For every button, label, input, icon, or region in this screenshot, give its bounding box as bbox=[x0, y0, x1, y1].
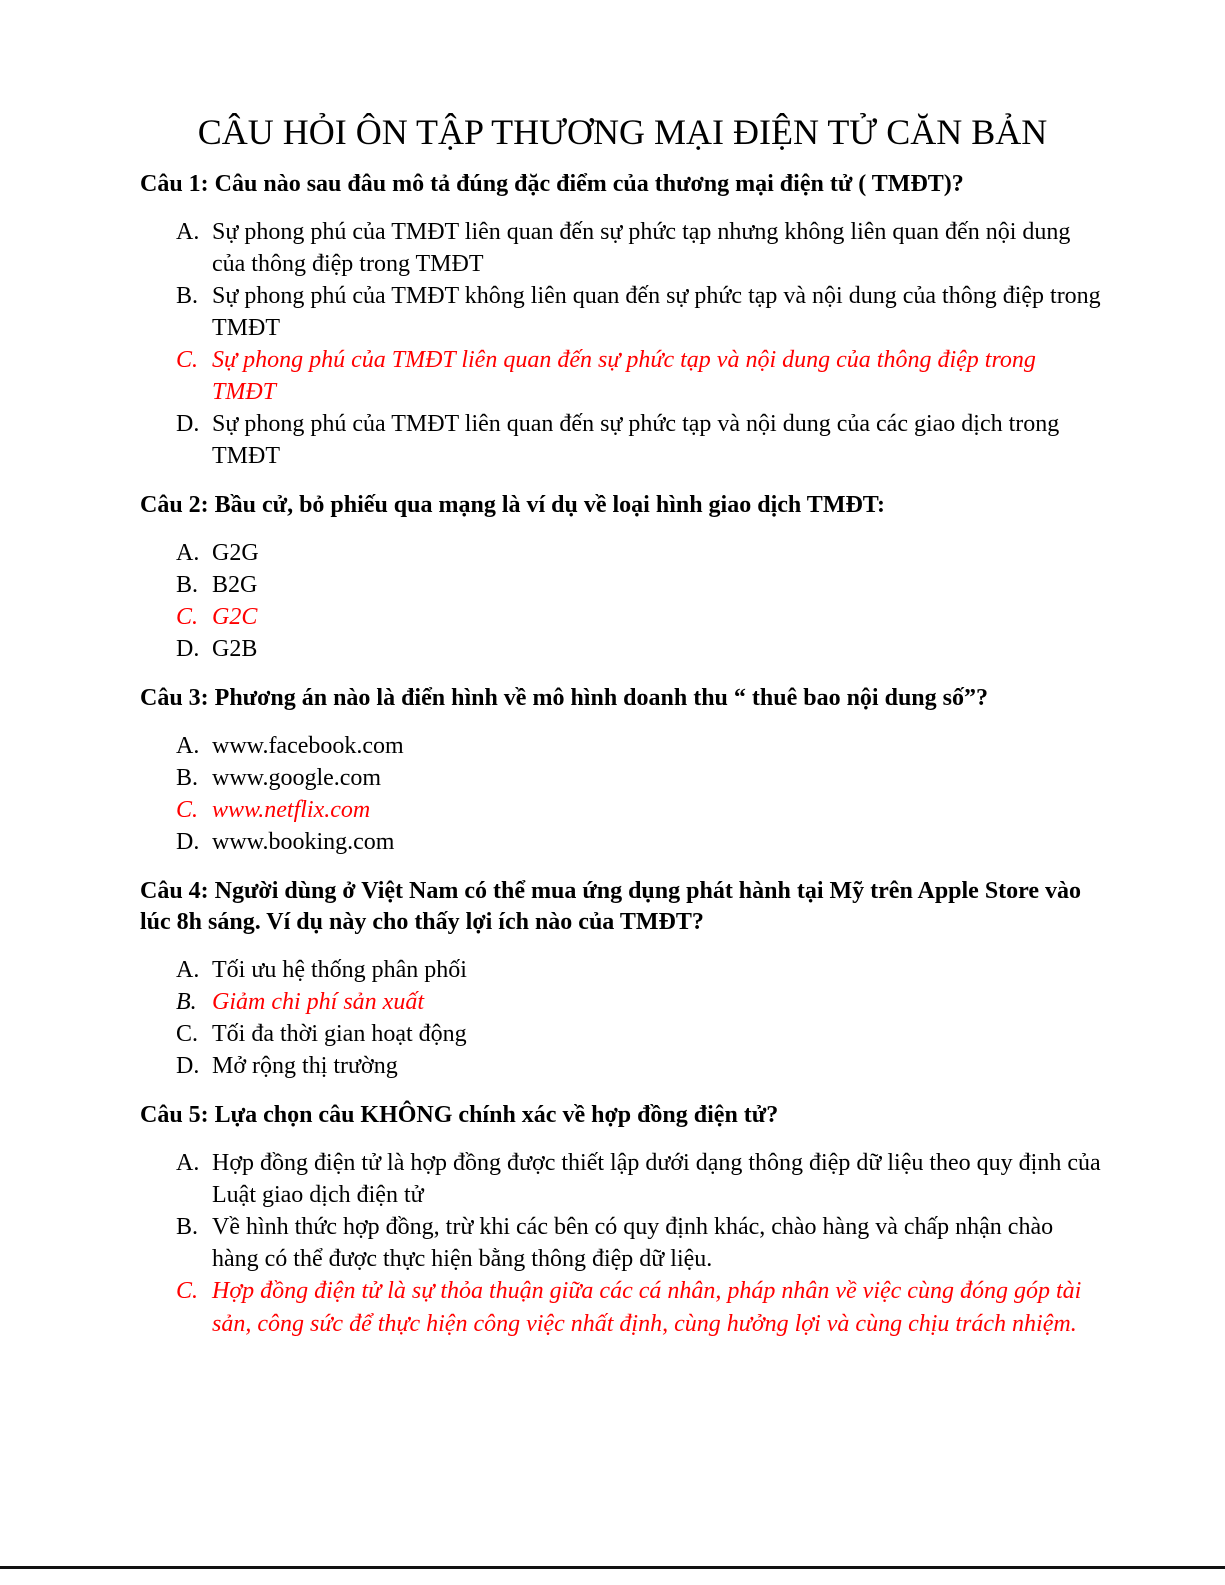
options-list bbox=[140, 954, 1105, 1082]
option-a bbox=[140, 730, 1105, 762]
option-letter: B. bbox=[176, 989, 197, 1015]
option-b-correct bbox=[140, 986, 1105, 1018]
option-text: Sự phong phú của TMĐT liên quan đến sự phức tạp và nội dung của các giao dịch trong TMĐT bbox=[212, 411, 1060, 469]
option-letter: A. bbox=[176, 540, 200, 566]
option-b bbox=[140, 1211, 1105, 1275]
document-title: CÂU HỎI ÔN TẬP THƯƠNG MẠI ĐIỆN TỬ CĂN BẢN bbox=[197, 112, 1048, 152]
option-letter: C. bbox=[176, 797, 199, 823]
options-list bbox=[140, 1147, 1105, 1341]
option-d bbox=[140, 1050, 1105, 1082]
option-text: www.facebook.com bbox=[212, 733, 404, 759]
option-text: B2G bbox=[212, 572, 258, 598]
option-text: Về hình thức hợp đồng, trừ khi các bên có quy định khác, chào hàng và chấp nhận chào hàng có thể được thực hiện bằng thông điệp dữ liệu. bbox=[212, 1214, 1054, 1272]
question-text: Câu 3: Phương án nào là điển hình về mô hình doanh thu “ thuê bao nội dung số”? bbox=[140, 685, 988, 711]
option-b bbox=[140, 569, 1105, 601]
option-text: G2G bbox=[212, 540, 259, 566]
option-letter: B. bbox=[176, 765, 199, 791]
document-page bbox=[140, 108, 1105, 1359]
option-c-correct bbox=[140, 794, 1105, 826]
option-text: www.netflix.com bbox=[212, 797, 371, 823]
option-c-correct bbox=[140, 344, 1105, 408]
option-letter: D. bbox=[176, 1053, 200, 1079]
question-text: Câu 1: Câu nào sau đâu mô tả đúng đặc điểm của thương mại điện tử ( TMĐT)? bbox=[140, 171, 964, 197]
page-bottom-rule bbox=[0, 1566, 1225, 1569]
option-text: G2B bbox=[212, 636, 258, 662]
question-2 bbox=[140, 490, 1105, 665]
option-letter: C. bbox=[176, 1278, 199, 1304]
option-letter: D. bbox=[176, 411, 200, 437]
option-a bbox=[140, 954, 1105, 986]
option-text: Tối ưu hệ thống phân phối bbox=[212, 957, 467, 983]
option-letter: A. bbox=[176, 957, 200, 983]
option-c-correct bbox=[140, 1275, 1105, 1341]
options-list bbox=[140, 730, 1105, 858]
option-text: Sự phong phú của TMĐT liên quan đến sự phức tạp nhưng không liên quan đến nội dung của thông điệp trong TMĐT bbox=[212, 219, 1071, 277]
question-3 bbox=[140, 683, 1105, 858]
question-1 bbox=[140, 169, 1105, 472]
option-a bbox=[140, 216, 1105, 280]
option-c-correct bbox=[140, 601, 1105, 633]
option-text: Hợp đồng điện tử là hợp đồng được thiết lập dưới dạng thông điệp dữ liệu theo quy định của Luật giao dịch điện tử bbox=[212, 1150, 1101, 1208]
question-text: Câu 2: Bầu cử, bỏ phiếu qua mạng là ví dụ về loại hình giao dịch TMĐT: bbox=[140, 492, 886, 518]
option-c bbox=[140, 1018, 1105, 1050]
option-letter: C. bbox=[176, 1021, 199, 1047]
option-letter: D. bbox=[176, 829, 200, 855]
option-letter: C. bbox=[176, 604, 199, 630]
option-letter: A. bbox=[176, 219, 200, 245]
option-d bbox=[140, 408, 1105, 472]
option-b bbox=[140, 280, 1105, 344]
option-letter: A. bbox=[176, 733, 200, 759]
option-text: Hợp đồng điện tử là sự thỏa thuận giữa các cá nhân, pháp nhân về việc cùng đóng góp tài sản, công sức để thực hiện công việc nhất định, cùng hưởng lợi và cùng chịu trách nhiệm. bbox=[212, 1278, 1082, 1337]
option-letter: B. bbox=[176, 1214, 199, 1240]
question-4 bbox=[140, 876, 1105, 1082]
option-text: Sự phong phú của TMĐT không liên quan đến sự phức tạp và nội dung của thông điệp trong TMĐT bbox=[212, 283, 1101, 341]
option-a bbox=[140, 1147, 1105, 1211]
option-letter: D. bbox=[176, 636, 200, 662]
option-letter: C. bbox=[176, 347, 199, 373]
question-5 bbox=[140, 1100, 1105, 1341]
option-text: Tối đa thời gian hoạt động bbox=[212, 1021, 467, 1047]
question-text: Câu 4: Người dùng ở Việt Nam có thể mua ứng dụng phát hành tại Mỹ trên Apple Store vào lúc 8h sáng. Ví dụ này cho thấy lợi ích nào của TMĐT? bbox=[140, 878, 1082, 935]
option-letter: B. bbox=[176, 283, 199, 309]
option-d bbox=[140, 826, 1105, 858]
option-letter: A. bbox=[176, 1150, 200, 1176]
question-text: Câu 5: Lựa chọn câu KHÔNG chính xác về hợp đồng điện tử? bbox=[140, 1102, 779, 1128]
option-letter: B. bbox=[176, 572, 199, 598]
options-list bbox=[140, 537, 1105, 665]
option-text: G2C bbox=[212, 604, 258, 630]
option-text: Sự phong phú của TMĐT liên quan đến sự phức tạp và nội dung của thông điệp trong TMĐT bbox=[212, 347, 1036, 405]
options-list bbox=[140, 216, 1105, 472]
option-b bbox=[140, 762, 1105, 794]
option-a bbox=[140, 537, 1105, 569]
option-text: Mở rộng thị trường bbox=[212, 1053, 398, 1079]
option-text: www.google.com bbox=[212, 765, 382, 791]
option-text: Giảm chi phí sản xuất bbox=[212, 989, 424, 1015]
option-d bbox=[140, 633, 1105, 665]
option-text: www.booking.com bbox=[212, 829, 395, 855]
